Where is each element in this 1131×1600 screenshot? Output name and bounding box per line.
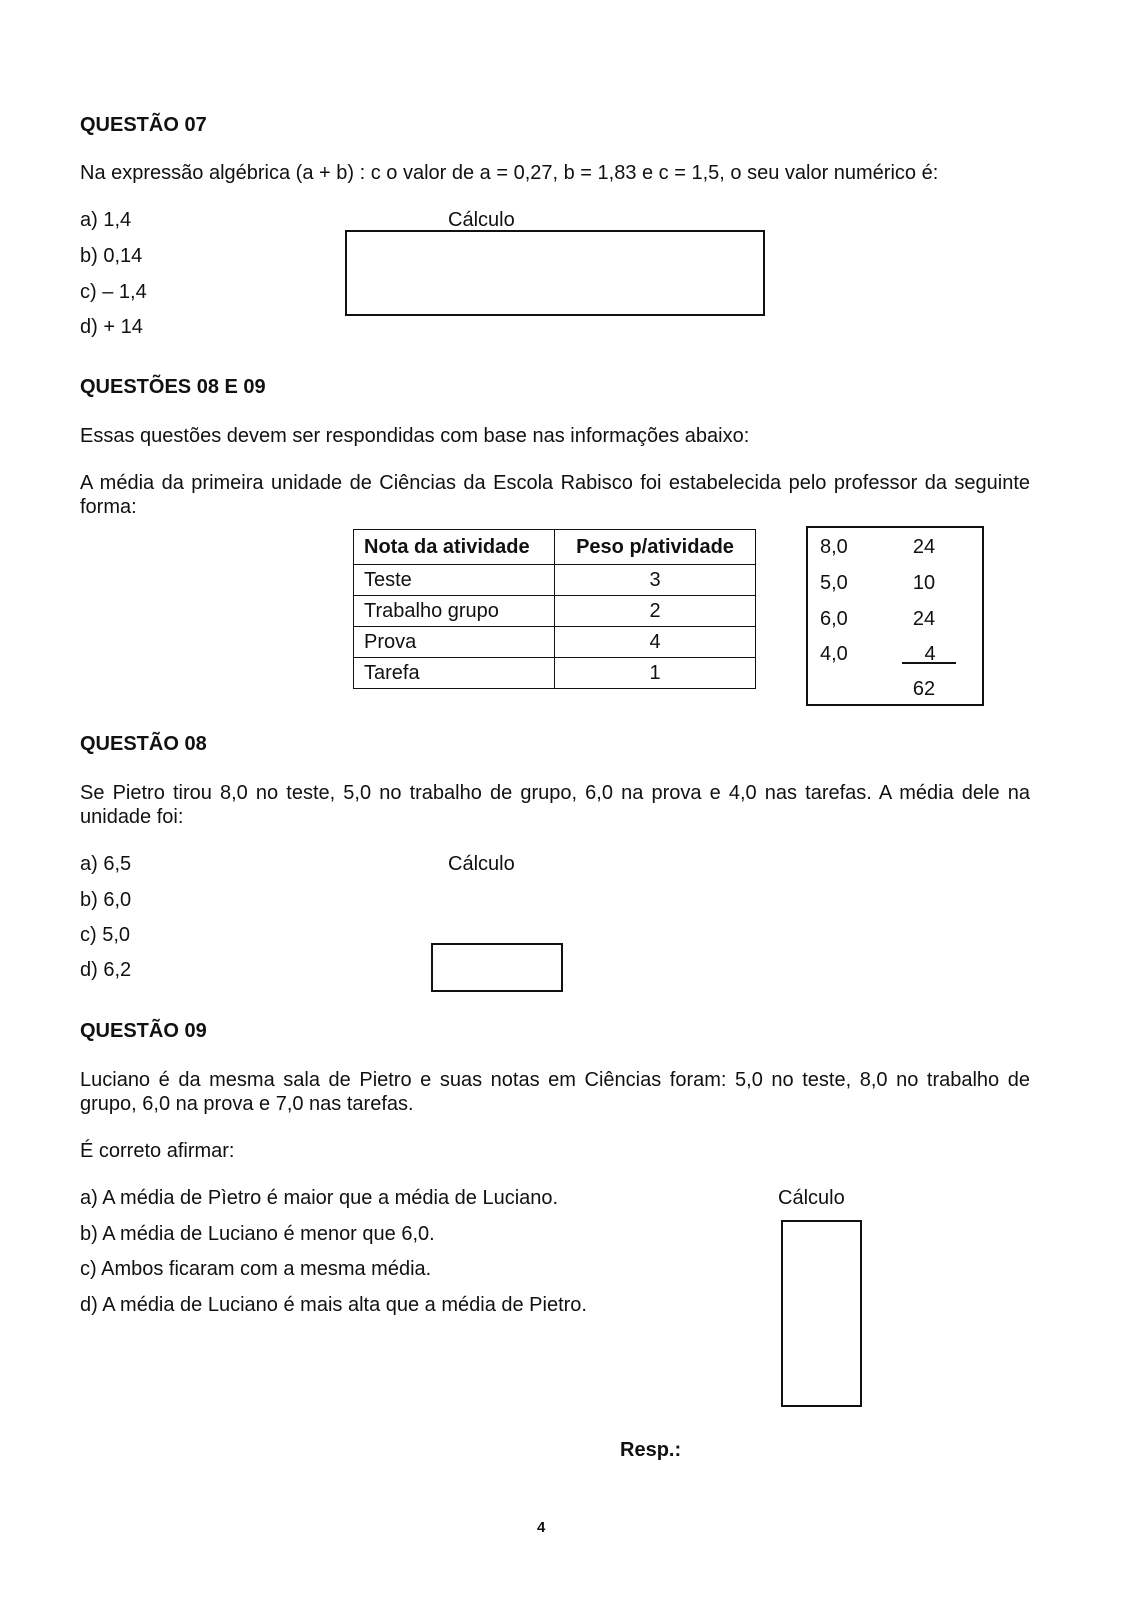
q0809-intro: Essas questões devem ser respondidas com base nas informações abaixo: bbox=[80, 425, 750, 447]
q09-calc-label: Cálculo bbox=[778, 1187, 845, 1209]
q08-option-c: c) 5,0 bbox=[80, 924, 131, 946]
table-row bbox=[354, 596, 756, 627]
q07-option-d: d) + 14 bbox=[80, 316, 143, 338]
calc-grade: 6,0 bbox=[820, 608, 848, 630]
table-row bbox=[354, 565, 756, 596]
q08-option-b: b) 6,0 bbox=[80, 889, 132, 911]
calc-product: 24 bbox=[912, 608, 936, 630]
q09-statement: Luciano é da mesma sala de Pietro e suas notas em Ciências foram: 5,0 no teste, 8,0 no trabalho de grupo, 6,0 na prova e 7,0 nas tarefas. bbox=[80, 1069, 1030, 1115]
q07-statement: Na expressão algébrica (a + b) : c o valor de a = 0,27, b = 1,83 e c = 1,5, o seu valor numérico é: bbox=[80, 162, 939, 184]
table-cell: Prova bbox=[354, 627, 555, 658]
calc-grade: 4,0 bbox=[820, 643, 848, 665]
q07-title: QUESTÃO 07 bbox=[80, 114, 207, 136]
table-cell: 4 bbox=[555, 627, 756, 658]
q09-option-d: d) A média de Luciano é mais alta que a média de Pietro. bbox=[80, 1294, 587, 1316]
q09-prompt: É correto afirmar: bbox=[80, 1140, 235, 1162]
q07-option-b: b) 0,14 bbox=[80, 245, 143, 267]
q08-option-a: a) 6,5 bbox=[80, 853, 132, 875]
q09-calc-box bbox=[781, 1220, 862, 1407]
weights-table bbox=[353, 529, 756, 689]
table-cell: 2 bbox=[555, 596, 756, 627]
table-header-row bbox=[354, 530, 756, 565]
table-header: Nota da atividade bbox=[354, 530, 555, 565]
q07-calc-label: Cálculo bbox=[448, 209, 515, 231]
table-row bbox=[354, 627, 756, 658]
q09-option-c: c) Ambos ficaram com a mesma média. bbox=[80, 1258, 432, 1280]
calc-grade: 5,0 bbox=[820, 572, 848, 594]
table-header: Peso p/atividade bbox=[555, 530, 756, 565]
q07-option-a: a) 1,4 bbox=[80, 209, 132, 231]
q07-option-c: c) – 1,4 bbox=[80, 281, 147, 303]
calc-product: 24 bbox=[912, 536, 936, 558]
response-label: Resp.: bbox=[620, 1439, 682, 1461]
q08-title: QUESTÃO 08 bbox=[80, 733, 207, 755]
table-row bbox=[354, 658, 756, 689]
table-cell: 3 bbox=[555, 565, 756, 596]
q0809-text: A média da primeira unidade de Ciências da Escola Rabisco foi estabelecida pelo professor da seguinte forma: bbox=[80, 472, 1030, 518]
q08-calc-box bbox=[431, 943, 563, 992]
q0809-title: QUESTÕES 08 E 09 bbox=[80, 376, 266, 398]
table-cell: Teste bbox=[354, 565, 555, 596]
q08-option-d: d) 6,2 bbox=[80, 959, 132, 981]
calc-grade: 8,0 bbox=[820, 536, 848, 558]
calc-product: 10 bbox=[912, 572, 936, 594]
table-cell: Trabalho grupo bbox=[354, 596, 555, 627]
worked-calculation-box bbox=[806, 526, 984, 706]
sum-line bbox=[902, 662, 956, 664]
page-number: 4 bbox=[537, 1519, 546, 1536]
q08-statement: Se Pietro tirou 8,0 no teste, 5,0 no trabalho de grupo, 6,0 na prova e 4,0 nas tarefas. A média dele na unidade foi: bbox=[80, 782, 1030, 828]
calc-total: 62 bbox=[912, 678, 936, 700]
table-cell: 1 bbox=[555, 658, 756, 689]
q08-calc-label: Cálculo bbox=[448, 853, 515, 875]
q09-title: QUESTÃO 09 bbox=[80, 1020, 207, 1042]
q09-option-a: a) A média de Pìetro é maior que a média de Luciano. bbox=[80, 1187, 559, 1209]
q07-calc-box bbox=[345, 230, 765, 316]
calc-product: 4 bbox=[924, 643, 936, 665]
table-cell: Tarefa bbox=[354, 658, 555, 689]
q09-option-b: b) A média de Luciano é menor que 6,0. bbox=[80, 1223, 435, 1245]
